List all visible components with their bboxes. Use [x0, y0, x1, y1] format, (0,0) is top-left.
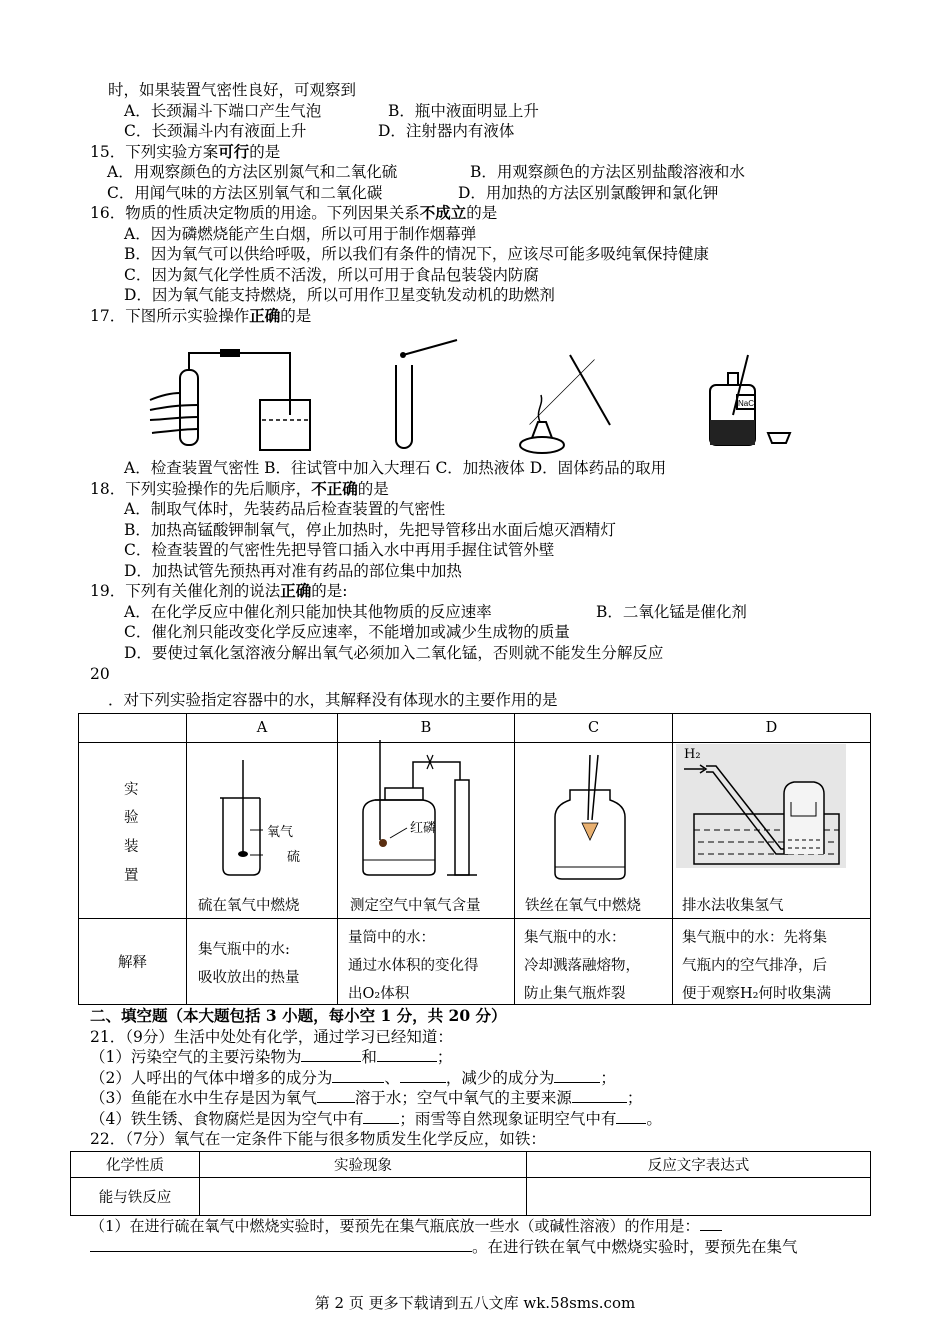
q20-caption-a: 硫在氧气中燃烧 [198, 898, 300, 914]
blank[interactable] [90, 1237, 472, 1252]
q21-line-1: （1）污染空气的主要污染物为 和 ； [90, 1048, 453, 1066]
q22-stem: 22．（7分）氧气在一定条件下能与很多物质发生化学反应，如铁： [90, 1130, 546, 1148]
q20-explain-c-line1: 集气瓶中的水： [524, 930, 626, 946]
blank[interactable] [572, 1088, 627, 1103]
q20-explain-a [187, 919, 338, 1005]
q20-caption-d: 排水法收集氢气 [682, 898, 784, 914]
q16-option-a: A．因为磷燃烧能产生白烟，所以可用于制作烟幕弹 [124, 225, 477, 243]
q14-option-b: B．瓶中液面明显上升 [388, 102, 539, 120]
q20-label-char-2: 验 [124, 810, 139, 826]
q17-emphasis: 正确 [249, 306, 281, 325]
q20-caption-b: 测定空气中氧气含量 [350, 898, 481, 914]
q19-option-b: B．二氧化锰是催化剂 [596, 603, 747, 621]
q20-label-char-1: 实 [124, 782, 139, 798]
q18-stem: 18．下列实验操作的先后顺序，不正确的是 [90, 479, 389, 498]
label-oxygen: 氧气 [267, 825, 294, 840]
q20-figure-c [540, 755, 640, 885]
label-red-phosphorus: 红磷 [410, 821, 437, 836]
q18-option-b: B．加热高锰酸钾制氧气，停止加热时，先把导管移出水面后熄灭酒精灯 [124, 521, 616, 539]
label-h2: H₂ [684, 747, 701, 762]
q14-option-d: D．注射器内有液体 [378, 122, 515, 140]
blank[interactable] [616, 1109, 646, 1124]
q20-explain-b-line2: 通过水体积的变化得 [348, 958, 479, 974]
q20-header-a: A [187, 714, 338, 743]
blank[interactable] [363, 1109, 399, 1124]
q20-figure-b [355, 740, 505, 880]
q20-explain-c-line3: 防止集气瓶炸裂 [524, 986, 626, 1002]
q15-option-a: A．用观察颜色的方法区别氮气和二氧化硫 [107, 163, 398, 181]
q22-part-1-cont: 。在进行铁在氧气中燃烧实验时，要预先在集气 [90, 1237, 798, 1257]
q20-explain-b-line1: 量筒中的水： [348, 930, 435, 946]
q18-option-d: D．加热试管先预热再对准有药品的部位集中加热 [124, 562, 462, 580]
q20-number: 20 [90, 665, 110, 683]
q20-explain-d-line1: 集气瓶中的水：先将集 [682, 930, 827, 946]
q15-option-b: B．用观察颜色的方法区别盐酸溶液和水 [470, 163, 745, 181]
q17-stem: 17．下图所示实验操作正确的是 [90, 306, 312, 325]
q20-explain-a-line2: 吸收放出的热量 [198, 970, 300, 986]
page-footer: 第 2 页 更多下载请到五八文库 wk.58sms.com [314, 1294, 636, 1312]
q15-emphasis: 可行 [218, 142, 250, 161]
q20-explain-c-line2: 冷却溅落融熔物， [524, 958, 640, 974]
q16-emphasis: 不成立 [419, 203, 467, 222]
q22-equation-input[interactable] [527, 1178, 871, 1216]
q14-option-c: C．长颈漏斗内有液面上升 [124, 122, 307, 140]
q16-option-b: B．因为氧气可以供给呼吸，所以我们有条件的情况下，应该尽可能多吸纯氧保持健康 [124, 245, 709, 263]
q18-emphasis: 不正确 [311, 479, 358, 498]
q22-th-property: 化学性质 [71, 1152, 200, 1178]
q20-header-b: B [338, 714, 515, 743]
q20-explain-b-line3: 出O₂体积 [348, 986, 410, 1002]
q18-option-a: A．制取气体时，先装药品后检查装置的气密性 [124, 500, 446, 518]
q20-figure-a [205, 760, 325, 880]
q22-phenomenon-input[interactable] [200, 1178, 527, 1216]
q15-option-c: C．用闻气味的方法区别氧气和二氧化碳 [107, 184, 383, 202]
label-sulfur: 硫 [287, 850, 301, 865]
section-2-title: 二、填空题（本大题包括 3 小题，每小空 1 分，共 20 分） [90, 1006, 507, 1025]
q19-option-d: D．要使过氧化氢溶液分解出氧气必须加入二氧化锰，否则就不能发生分解反应 [124, 644, 664, 662]
q20-header-empty [79, 714, 187, 743]
q20-figure-d [676, 744, 846, 868]
q20-stem: ．对下列实验指定容器中的水，其解释没有体现水的主要作用的是 [108, 691, 558, 709]
q21-line-4: （4）铁生锈、食物腐烂是因为空气中有 ；雨雪等自然现象证明空气中有 。 [90, 1110, 662, 1128]
blank[interactable] [400, 1068, 446, 1083]
blank[interactable] [377, 1047, 437, 1062]
q20-explain-a-line1: 集气瓶中的水: [198, 942, 290, 958]
q15-option-d: D．用加热的方法区别氯酸钾和氯化钾 [458, 184, 719, 202]
blank[interactable] [700, 1216, 722, 1231]
q16-stem: 16．物质的性质决定物质的用途。下列因果关系不成立的是 [90, 203, 498, 222]
q17-figure-solid-reagent [700, 355, 800, 450]
q17-figure-add-marble [395, 330, 465, 455]
q20-row-label-apparatus [79, 743, 187, 919]
q22-part-1: （1）在进行硫在氧气中燃烧实验时，要预先在集气瓶底放一些水（或碱性溶液）的作用是： [90, 1216, 722, 1236]
q20-caption-c: 铁丝在氧气中燃烧 [525, 898, 641, 914]
q19-emphasis: 正确 [280, 581, 312, 600]
blank[interactable] [554, 1068, 600, 1083]
blank[interactable] [332, 1068, 384, 1083]
q22-th-phenomenon: 实验现象 [200, 1152, 527, 1178]
q17-figure-airtightness [150, 345, 320, 455]
blank[interactable] [301, 1047, 361, 1062]
q15-stem: 15．下列实验方案可行的是 [90, 142, 281, 161]
q21-stem: 21．（9分）生活中处处有化学，通过学习已经知道： [90, 1028, 453, 1046]
q22-th-equation: 反应文字表达式 [527, 1152, 871, 1178]
q20-header-d: D [673, 714, 871, 743]
q21-line-3: （3）鱼能在水中生存是因为氧气 溶于水；空气中氧气的主要来源 ； [90, 1089, 643, 1107]
q20-explain-d-line3: 便于观察H₂何时收集满 [682, 986, 831, 1002]
q20-row-label-explain: 解释 [79, 919, 187, 1005]
q14-option-a: A．长颈漏斗下端口产生气泡 [124, 102, 322, 120]
q22-row-label: 能与铁反应 [71, 1178, 200, 1216]
q14-line: 时，如果装置气密性良好，可观察到 [108, 81, 357, 99]
blank[interactable] [317, 1088, 355, 1103]
q17-options: A．检查装置气密性 B．往试管中加入大理石 C．加热液体 D．固体药品的取用 [124, 459, 667, 477]
q20-label-char-4: 置 [124, 868, 139, 884]
q21-line-2: （2）人呼出的气体中增多的成分为 、 ，减少的成分为 ； [90, 1069, 616, 1087]
q18-option-c: C．检查装置的气密性先把导管口插入水中再用手握住试管外壁 [124, 541, 555, 559]
q20-header-c: C [515, 714, 673, 743]
nacl-label: NaCl [738, 399, 756, 408]
q19-option-c: C．催化剂只能改变化学反应速率，不能增加或减少生成物的质量 [124, 623, 570, 641]
q22-table [70, 1151, 871, 1216]
q20-explain-d-line2: 气瓶内的空气排净，后 [682, 958, 827, 974]
q16-option-c: C．因为氮气化学性质不活泼，所以可用于食品包装袋内防腐 [124, 266, 539, 284]
q19-option-a: A．在化学反应中催化剂只能加快其他物质的反应速率 [124, 603, 492, 621]
q20-label-char-3: 装 [124, 839, 139, 855]
q19-stem: 19．下列有关催化剂的说法正确的是: [90, 581, 348, 600]
q16-option-d: D．因为氧气能支持燃烧，所以可用作卫星变轨发动机的助燃剂 [124, 286, 555, 304]
q17-figure-heat-liquid [510, 350, 620, 455]
